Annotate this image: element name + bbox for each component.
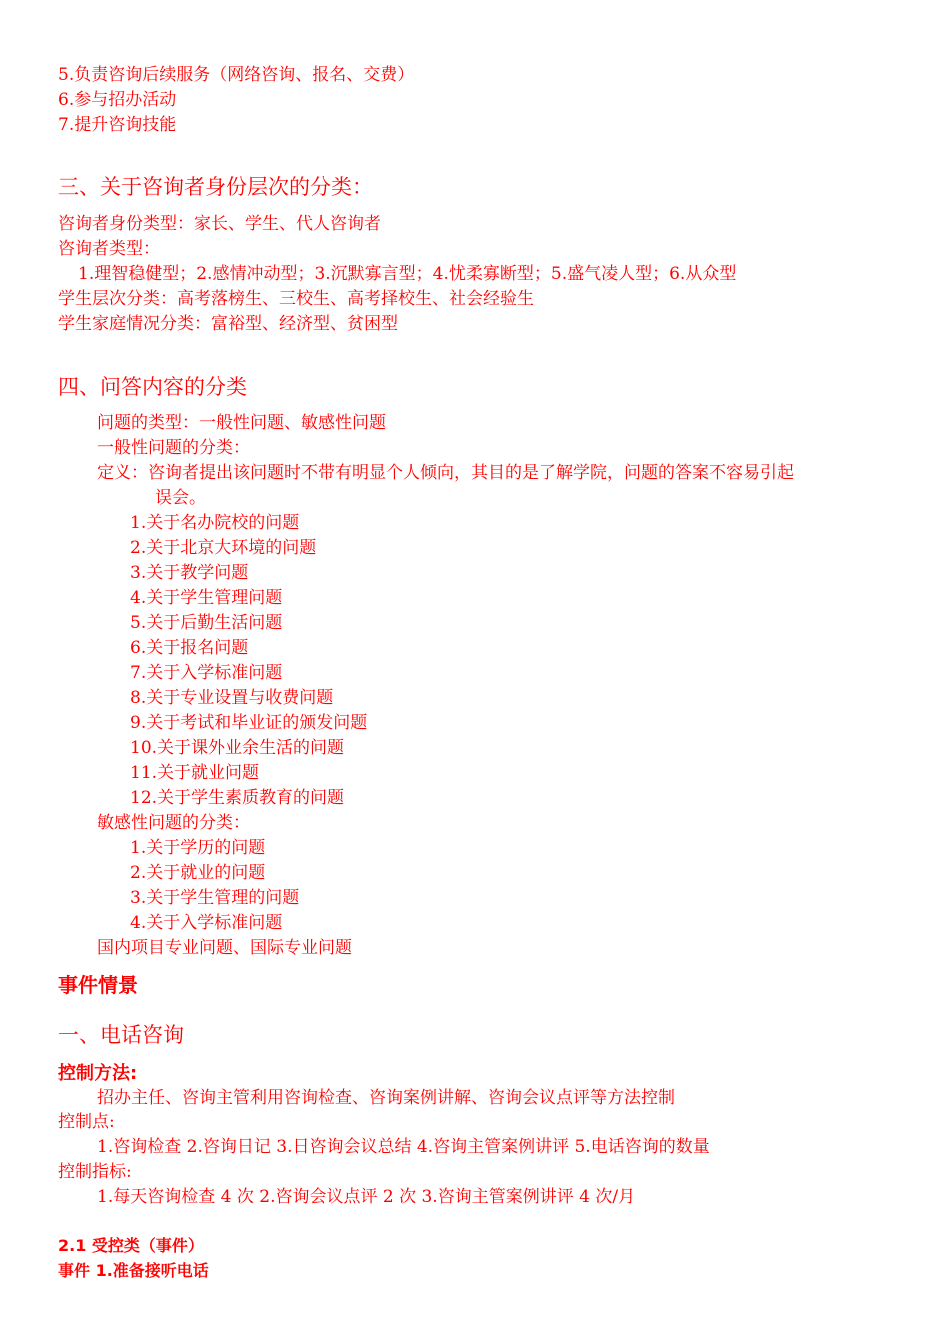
general-label: 一般性问题的分类： — [97, 438, 250, 458]
list-item: 10.关于课外业余生活的问题 — [130, 738, 345, 758]
list-item: 1.关于学历的问题 — [130, 838, 266, 858]
list-item: 6.关于报名问题 — [130, 638, 249, 658]
list-item: 7.提升咨询技能 — [58, 115, 177, 135]
question-types: 问题的类型：一般性问题、敏感性问题 — [97, 413, 386, 433]
family-types: 学生家庭情况分类：富裕型、经济型、贫困型 — [58, 314, 398, 334]
section-heading: 四、问答内容的分类 — [58, 375, 247, 399]
list-item: 1.关于名办院校的问题 — [130, 513, 300, 533]
definition-continued: 误会。 — [155, 488, 206, 508]
list-item: 4.关于学生管理问题 — [130, 588, 283, 608]
other-questions: 国内项目专业问题、国际专业问题 — [97, 938, 352, 958]
list-item: 7.关于入学标准问题 — [130, 663, 283, 683]
list-item: 5.负责咨询后续服务（网络咨询、报名、交费） — [58, 65, 415, 85]
sensitive-label: 敏感性问题的分类： — [97, 813, 250, 833]
control-indicators: 1.每天咨询检查 4 次 2.咨询会议点评 2 次 3.咨询主管案例讲评 4 次/月 — [97, 1187, 636, 1207]
definition: 定义：咨询者提出该问题时不带有明显个人倾向，其目的是了解学院，问题的答案不容易引起 — [97, 463, 794, 483]
control-points-label: 控制点: — [58, 1112, 115, 1132]
list-item: 12.关于学生素质教育的问题 — [130, 788, 345, 808]
control-method: 招办主任、咨询主管利用咨询检查、咨询案例讲解、咨询会议点评等方法控制 — [97, 1088, 675, 1108]
list-item: 9.关于考试和毕业证的颁发问题 — [130, 713, 368, 733]
control-points: 1.咨询检查 2.咨询日记 3.日咨询会议总结 4.咨询主管案例讲评 5.电话咨询的数量 — [97, 1137, 710, 1157]
list-item: 4.关于入学标准问题 — [130, 913, 283, 933]
list-item: 11.关于就业问题 — [130, 763, 260, 783]
list-item: 8.关于专业设置与收费问题 — [130, 688, 334, 708]
control-method-label: 控制方法: — [58, 1063, 138, 1084]
control-indicators-label: 控制指标: — [58, 1162, 132, 1182]
list-item: 2.关于就业的问题 — [130, 863, 266, 883]
list-item: 5.关于后勤生活问题 — [130, 613, 283, 633]
list-item: 6.参与招办活动 — [58, 90, 177, 110]
list-item: 3.关于教学问题 — [130, 563, 249, 583]
phone-consult-heading: 一、电话咨询 — [58, 1023, 184, 1047]
student-levels: 学生层次分类：高考落榜生、三校生、高考择校生、社会经验生 — [58, 289, 534, 309]
section-heading: 三、关于咨询者身份层次的分类： — [58, 175, 373, 199]
events-heading: 事件情景 — [58, 973, 138, 997]
list-item: 2.关于北京大环境的问题 — [130, 538, 317, 558]
identity-types: 咨询者身份类型：家长、学生、代人咨询者 — [58, 214, 381, 234]
consultant-types-label: 咨询者类型： — [58, 239, 160, 259]
subsection-heading: 2.1 受控类（事件） — [58, 1236, 204, 1255]
list-item: 3.关于学生管理的问题 — [130, 888, 300, 908]
event-heading: 事件 1.准备接听电话 — [58, 1261, 209, 1280]
consultant-types: 1.理智稳健型；2.感情冲动型；3.沉默寡言型；4.忧柔寡断型；5.盛气凌人型；6.从众型 — [78, 264, 737, 284]
